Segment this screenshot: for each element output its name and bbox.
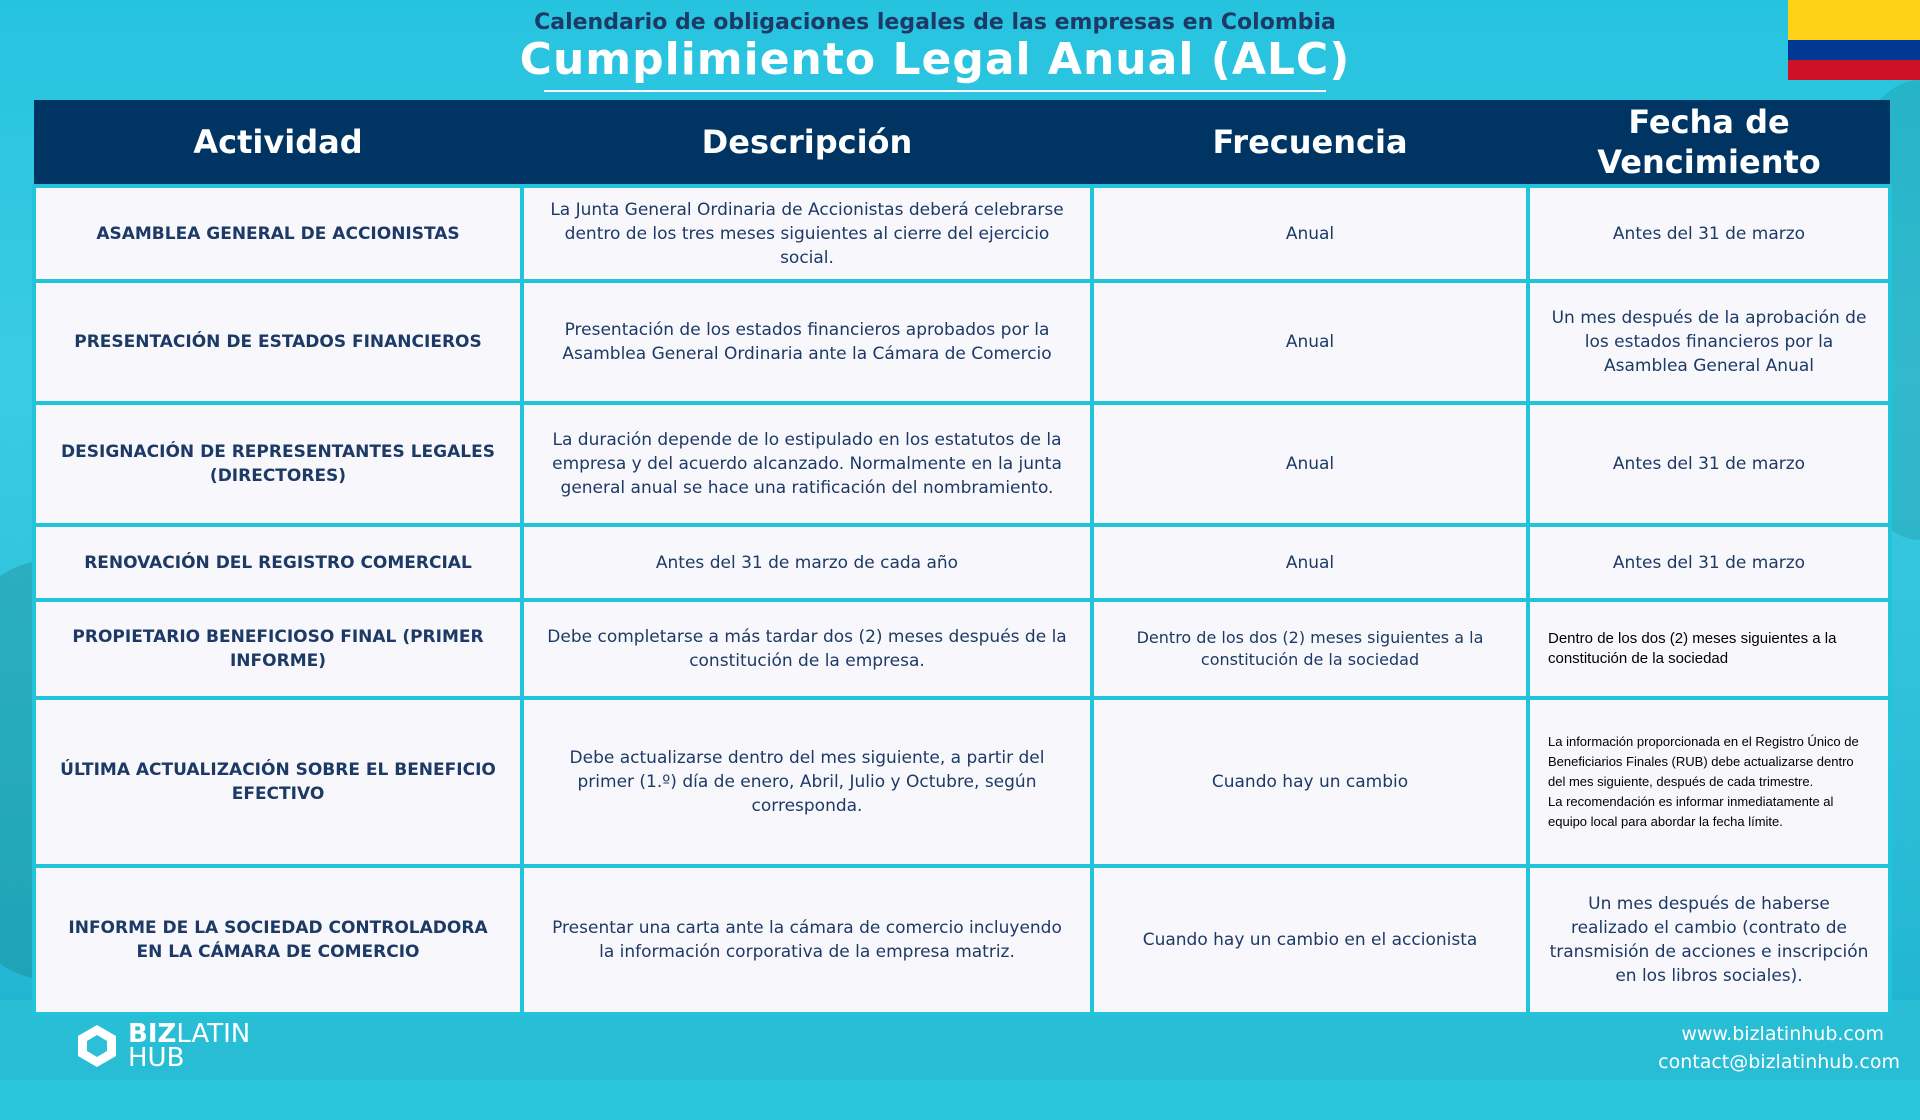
cell-frecuencia: Anual: [1092, 281, 1528, 403]
cell-fecha: Un mes después de haberse realizado el cambio (contrato de transmisión de acciones e inscripción en los libros sociales).: [1528, 866, 1890, 1014]
cell-actividad: RENOVACIÓN DEL REGISTRO COMERCIAL: [34, 525, 522, 600]
cell-descripcion: La duración depende de lo estipulado en los estatutos de la empresa y del acuerdo alcanzado. Normalmente en la junta general anual se hace una ratificación del nombramiento.: [522, 403, 1092, 525]
cell-actividad: ÚLTIMA ACTUALIZACIÓN SOBRE EL BENEFICIO EFECTIVO: [34, 698, 522, 866]
table-row: [34, 866, 1890, 1014]
cell-actividad: ASAMBLEA GENERAL DE ACCIONISTAS: [34, 186, 522, 281]
cell-frecuencia: Anual: [1092, 186, 1528, 281]
fecha-recommendation: La recomendación es informar inmediatamente al equipo local para abordar la fecha límite.: [1548, 794, 1834, 829]
cell-fecha: [1528, 698, 1890, 866]
cell-fecha: Dentro de los dos (2) meses siguientes a la constitución de la sociedad: [1528, 600, 1890, 698]
website-link[interactable]: www.bizlatinhub.com: [1681, 1023, 1884, 1045]
cell-descripcion: Debe completarse a más tardar dos (2) meses después de la constitución de la empresa.: [522, 600, 1092, 698]
colombia-flag-icon: [1788, 0, 1920, 80]
contact-info: [1658, 1020, 1900, 1076]
cell-descripcion: Presentación de los estados financieros aprobados por la Asamblea General Ordinaria ante la Cámara de Comercio: [522, 281, 1092, 403]
cell-descripcion: La Junta General Ordinaria de Accionistas deberá celebrarse dentro de los tres meses siguientes al cierre del ejercicio social.: [522, 186, 1092, 281]
page-subtitle: Calendario de obligaciones legales de las empresas en Colombia: [534, 10, 1336, 35]
cell-fecha: Antes del 31 de marzo: [1528, 403, 1890, 525]
background-water: [0, 1000, 1920, 1120]
title-underline: [544, 90, 1326, 92]
cell-fecha: Antes del 31 de marzo: [1528, 186, 1890, 281]
table-header-row: [34, 100, 1890, 186]
cell-descripcion: Presentar una carta ante la cámara de comercio incluyendo la información corporativa de la empresa matriz.: [522, 866, 1092, 1014]
table-row: [34, 281, 1890, 403]
cell-frecuencia: Cuando hay un cambio en el accionista: [1092, 866, 1528, 1014]
cell-descripcion: Debe actualizarse dentro del mes siguiente, a partir del primer (1.º) día de enero, Abril, Julio y Octubre, según corresponda.: [522, 698, 1092, 866]
cell-descripcion: Antes del 31 de marzo de cada año: [522, 525, 1092, 600]
column-header-frecuencia: Frecuencia: [1092, 100, 1528, 186]
cell-frecuencia: Dentro de los dos (2) meses siguientes a la constitución de la sociedad: [1092, 600, 1528, 698]
cell-fecha: Antes del 31 de marzo: [1528, 525, 1890, 600]
cell-actividad: INFORME DE LA SOCIEDAD CONTROLADORA EN LA CÁMARA DE COMERCIO: [34, 866, 522, 1014]
obligations-table: [32, 100, 1892, 1016]
column-header-descripcion: Descripción: [522, 100, 1092, 186]
table-row: [34, 403, 1890, 525]
hexagon-logo-icon: [74, 1023, 120, 1069]
email-link[interactable]: contact@bizlatinhub.com: [1658, 1051, 1900, 1073]
cell-fecha: Un mes después de la aprobación de los estados financieros por la Asamblea General Anual: [1528, 281, 1890, 403]
cell-actividad: PROPIETARIO BENEFICIOSO FINAL (PRIMER INFORME): [34, 600, 522, 698]
cell-frecuencia: Anual: [1092, 403, 1528, 525]
table-row: [34, 600, 1890, 698]
logo-wordmark: BIZLATIN HUB: [128, 1019, 251, 1073]
cell-frecuencia: Anual: [1092, 525, 1528, 600]
cell-actividad: PRESENTACIÓN DE ESTADOS FINANCIEROS: [34, 281, 522, 403]
table-row: [34, 525, 1890, 600]
cell-frecuencia: Cuando hay un cambio: [1092, 698, 1528, 866]
bizlatinhub-logo: [74, 1018, 250, 1074]
table-row: [34, 698, 1890, 866]
page-title: Cumplimiento Legal Anual (ALC): [519, 34, 1351, 85]
cell-actividad: DESIGNACIÓN DE REPRESENTANTES LEGALES (DIRECTORES): [34, 403, 522, 525]
column-header-fecha: Fecha de Vencimiento: [1528, 100, 1890, 186]
column-header-actividad: Actividad: [34, 100, 522, 186]
fecha-text: La información proporcionada en el Registro Único de Beneficiarios Finales (RUB) debe actualizarse dentro del mes siguiente, después de cada trimestre.: [1548, 734, 1859, 789]
table-row: [34, 186, 1890, 281]
